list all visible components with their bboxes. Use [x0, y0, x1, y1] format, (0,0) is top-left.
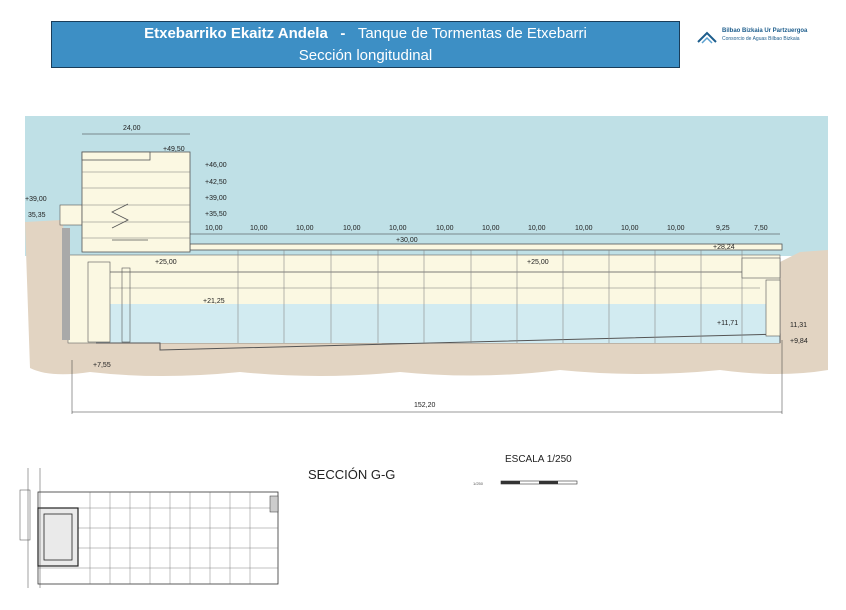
elevation-label: +46,00 — [205, 162, 227, 169]
scale-small-label: 1/250 — [473, 481, 484, 486]
bay-dimension: 10,00 — [575, 225, 593, 232]
plan-left-annex — [20, 490, 30, 540]
tower-width-label: 24,00 — [123, 125, 141, 132]
elevation-label: +39,00 — [25, 196, 47, 203]
elevation-label: 11,31 — [790, 322, 807, 329]
scale-label: ESCALA 1/250 — [505, 454, 572, 465]
elevation-label: +30,00 — [396, 237, 418, 244]
elevation-label: +35,50 — [205, 211, 227, 218]
elevation-label: +25,00 — [527, 259, 549, 266]
bay-dimension: 10,00 — [528, 225, 546, 232]
elevation-label: 35,35 — [28, 212, 46, 219]
bay-dimension: 10,00 — [667, 225, 685, 232]
elevation-label: +42,50 — [205, 179, 227, 186]
bay-dimension: 10,00 — [621, 225, 639, 232]
logo-name: Bilbao Bizkaia Ur Partzuergoa — [722, 28, 808, 34]
bay-dimension: 10,00 — [205, 225, 223, 232]
elevation-label: +49,50 — [163, 146, 185, 153]
bay-dimension: 10,00 — [389, 225, 407, 232]
elevation-label: +39,00 — [205, 195, 227, 202]
bay-dimension: 10,00 — [343, 225, 361, 232]
total-length-label: 152,20 — [414, 402, 436, 409]
bay-dimension: 9,25 — [716, 225, 730, 232]
bay-dimension: 10,00 — [296, 225, 314, 232]
bay-dimension: 10,00 — [250, 225, 268, 232]
bay-dimension: 10,00 — [436, 225, 454, 232]
elevation-label: +25,00 — [155, 259, 177, 266]
elevation-label: +21,25 — [203, 298, 225, 305]
subtitle: Sección longitudinal — [298, 47, 433, 64]
section-label: SECCIÓN G-G — [308, 467, 396, 482]
elevation-label: +28,24 — [713, 244, 735, 251]
bay-dimension: 7,50 — [754, 225, 768, 232]
title-basque: Etxebarriko Ekaitz Andela — [144, 25, 328, 42]
plan-right-annex — [270, 496, 278, 512]
title-separator: - — [340, 25, 346, 42]
elevation-label: +9,84 — [790, 338, 808, 345]
elevation-label: +7,55 — [93, 362, 111, 369]
title-spanish: Tanque de Tormentas de Etxebarri — [357, 25, 587, 42]
elevation-label: +11,71 — [717, 320, 739, 327]
bay-dimension: 10,00 — [482, 225, 500, 232]
logo-subname: Consorcio de Aguas Bilbao Bizkaia — [722, 36, 800, 42]
